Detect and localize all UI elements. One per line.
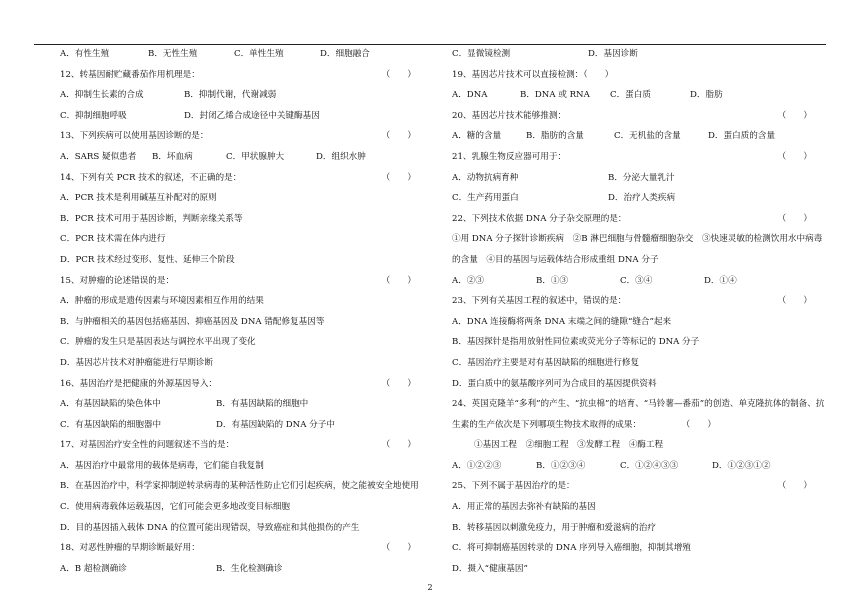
answer-parentheses: （ ） (381, 275, 416, 286)
answer-option: B．DNA 或 RNA (520, 90, 590, 101)
question-stem (452, 209, 824, 230)
statement-line: B．转移基因以刺激免疫力，用于肿瘤和爱滋病的治疗 (452, 522, 656, 533)
answer-option: D．组织水肿 (316, 151, 366, 162)
question-stem (452, 147, 824, 168)
statement-line: D．蛋白质中的氨基酸序列可为合成目的基因提供资料 (452, 378, 657, 389)
statement-line: D．摄入“健康基因” (452, 563, 528, 574)
question-text: 16、基因治疗是把健康的外源基因导入： (60, 378, 218, 389)
answer-option: A．②③ (452, 275, 484, 286)
answer-parentheses: （ ） (777, 151, 812, 162)
option-row (452, 456, 824, 477)
question-stem (60, 374, 428, 395)
question-stem (60, 538, 428, 559)
page-number: 2 (427, 583, 433, 592)
question-text: 13、下列疾病可以使用基因诊断的是： (60, 131, 209, 142)
question-text: 15、对肿瘤的论述错误的是： (60, 275, 175, 286)
answer-option: B．①②③④ (536, 460, 586, 471)
question-text: 12、转基因耐贮藏番茄作用机理是： (60, 69, 200, 80)
answer-parentheses: （ ） (381, 378, 416, 389)
answer-option: C．③④ (620, 275, 653, 286)
option-row (60, 394, 428, 415)
answer-option: A．糖的含量 (452, 131, 502, 142)
answer-option: C．①②④③③ (620, 460, 679, 471)
question-text: 23、下列有关基因工程的叙述中，错误的是： (452, 296, 627, 307)
statement-line: D．基因芯片技术对肿瘤能进行早期诊断 (60, 357, 213, 368)
statement-line: B．与肿瘤相关的基因包括癌基因、抑癌基因及 DNA 错配修复基因等 (60, 316, 325, 327)
question-stem (452, 65, 824, 86)
left-column (60, 44, 428, 579)
option-row (60, 147, 428, 168)
option-row (452, 168, 824, 189)
question-text: 22、下列技术依据 DNA 分子杂交原理的是： (452, 213, 627, 224)
statement-line: D．PCR 技术经过变形、复性、延伸三个阶段 (60, 254, 235, 265)
statement-line: C．将可抑制癌基因转录的 DNA 序列导入癌细胞，抑制其增殖 (452, 543, 691, 554)
option-row (452, 44, 824, 65)
answer-parentheses: （ ） (381, 172, 416, 183)
answer-option: A．有性生殖 (60, 49, 110, 59)
answer-option: A．DNA (452, 90, 488, 101)
question-stem (452, 291, 824, 312)
question-stem (60, 168, 428, 189)
statement-line: A．基因治疗中最常用的载体是病毒，它们能自我复制 (60, 460, 264, 471)
answer-option: A．SARS 疑似患者 (60, 151, 137, 162)
question-text: 25、下列不属于基因治疗的是： (452, 481, 575, 492)
statement-line: B．基因探针是指用放射性同位素或荧光分子等标记的 DNA 分子 (452, 337, 700, 348)
statement-line: ①用 DNA 分子探针诊断疾病 ②B 淋巴细胞与骨髓瘤细胞杂交 ③快速灵敏的检测饮用水中病毒 (452, 234, 823, 245)
answer-parentheses: （ ） (381, 131, 416, 142)
answer-option: D．治疗人类疾病 (608, 193, 676, 204)
option-row (452, 188, 824, 209)
question-text: 生素的生产依次是下列哪项生物技术取得的成果： (452, 419, 642, 430)
answer-option: C．甲状腺肿大 (226, 151, 285, 162)
statement-line: A．肿瘤的形成是遗传因素与环境因素相互作用的结果 (60, 296, 264, 307)
question-text: 19、基因芯片技术可以直接检测：（ ） (452, 69, 614, 80)
answer-option: C．单性生殖 (234, 49, 284, 59)
statement-line: C．基因治疗主要是对有基因缺陷的细胞进行修复 (452, 357, 640, 368)
answer-option: A．B 超检测确诊 (60, 563, 127, 574)
question-stem (452, 106, 824, 127)
question-stem (452, 415, 824, 436)
option-row (452, 126, 824, 147)
answer-option: D．蛋白质的含量 (708, 131, 776, 142)
statement-line: 的含量 ④目的基因与运载体结合形成重组 DNA 分子 (452, 254, 659, 265)
question-text: 21、乳腺生物反应器可用于： (452, 151, 567, 162)
answer-option: C．抑制细胞呼吸 (60, 110, 127, 121)
statement-line: A．用正常的基因去弥补有缺陷的基因 (452, 502, 596, 513)
answer-option: C．无机盐的含量 (614, 131, 681, 142)
answer-option: D．①④ (704, 275, 737, 286)
answer-parentheses: （ ） (381, 543, 416, 554)
question-stem (60, 271, 428, 292)
option-row (60, 85, 428, 106)
statement-line: C．肿瘤的发生只是基因表达与调控水平出现了变化 (60, 337, 256, 348)
answer-option: D．基因诊断 (588, 49, 638, 59)
answer-option: C．有基因缺陷的细胞器中 (60, 419, 162, 430)
answer-option: C．生产药用蛋白 (452, 193, 519, 204)
answer-parentheses: （ ） (777, 296, 812, 307)
answer-option: B．有基因缺陷的细胞中 (216, 399, 309, 410)
answer-option: D．封闭乙烯合成途径中关键酶基因 (184, 110, 320, 121)
answer-option: B．无性生殖 (148, 49, 198, 59)
answer-parentheses: （ ） (381, 440, 416, 451)
statement-line: D．目的基因插入载体 DNA 的位置可能出现错误，导致癌症和其他损伤的产生 (60, 522, 360, 533)
answer-option: A．有基因缺陷的染色体中 (60, 399, 161, 410)
answer-parentheses: （ ） (681, 419, 716, 430)
answer-option: D．细胞融合 (320, 49, 370, 59)
option-row (60, 415, 428, 436)
statement-line: C．使用病毒载体运载基因，它们可能会更多地改变目标细胞 (60, 502, 291, 513)
answer-option: A．①②②③ (452, 460, 502, 471)
answer-option: C．蛋白质 (610, 90, 651, 101)
answer-parentheses: （ ） (777, 481, 812, 492)
question-text: 18、对恶性肿瘤的早期诊断最好用： (60, 543, 200, 554)
answer-option: B．分泌大量乳汁 (608, 172, 675, 183)
statement-line: A．DNA 连接酶将两条 DNA 末端之间的缝隙“缝合”起来 (452, 316, 672, 327)
option-row (452, 85, 824, 106)
answer-parentheses: （ ） (777, 213, 812, 224)
option-row (452, 271, 824, 292)
question-stem (60, 65, 428, 86)
answer-option: B．坏血病 (152, 151, 193, 162)
option-row (60, 44, 428, 65)
statement-line: C．PCR 技术需在体内进行 (60, 234, 166, 245)
answer-option: B．①③ (536, 275, 569, 286)
right-column (452, 44, 824, 579)
answer-option: B．脂肪的含量 (526, 131, 584, 142)
question-stem (60, 126, 428, 147)
statement-line: A．PCR 技术是利用碱基互补配对的原则 (60, 193, 217, 204)
question-text: 14、下列有关 PCR 技术的叙述，不正确的是： (60, 172, 242, 183)
answer-option: B．抑制代谢，代谢减弱 (184, 90, 277, 101)
answer-option: D．脂肪 (690, 90, 723, 101)
option-row (60, 106, 428, 127)
answer-option: B．生化检测确诊 (216, 563, 283, 574)
answer-option: C．显微镜检测 (452, 49, 511, 59)
question-stem (60, 435, 428, 456)
answer-option: A．动物抗病育种 (452, 172, 519, 183)
question-stem (452, 476, 824, 497)
statement-line: ①基因工程 ②细胞工程 ③发酵工程 ④酶工程 (474, 440, 664, 451)
option-row (60, 559, 428, 580)
question-text: 17、对基因治疗安全性的问题叙述不当的是： (60, 440, 235, 451)
answer-parentheses: （ ） (777, 110, 812, 121)
statement-line: 24、英国克隆羊“多利”的产生、“抗虫棉”的培育、“马铃薯—番茄”的创造、单克隆抗体的制备、抗 (452, 399, 825, 410)
answer-option: A．抑制生长素的合成 (60, 90, 144, 101)
question-text: 20、基因芯片技术能够推测： (452, 110, 567, 121)
statement-line: B．PCR 技术可用于基因诊断，判断亲缘关系等 (60, 213, 243, 224)
answer-parentheses: （ ） (381, 69, 416, 80)
statement-line: B．在基因治疗中，科学家抑制逆转录病毒的某种活性防止它们引起疾病，使之能被安全地使用 (60, 481, 419, 492)
answer-option: D．有基因缺陷的 DNA 分子中 (216, 419, 335, 430)
answer-option: D．①②③①② (712, 460, 771, 471)
